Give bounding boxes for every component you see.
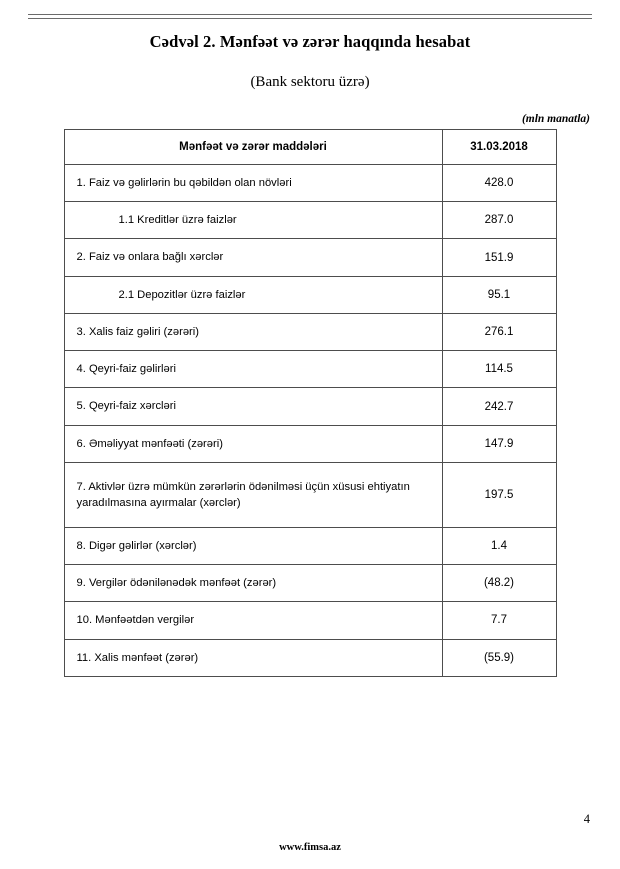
row-label: 2. Faiz və onlara bağlı xərclər: [64, 239, 442, 276]
row-value: 197.5: [442, 462, 556, 527]
row-label: 4. Qeyri-faiz gəlirləri: [64, 351, 442, 388]
table-row: [64, 462, 556, 527]
row-value: 242.7: [442, 388, 556, 425]
row-label: 9. Vergilər ödənilənədək mənfəət (zərər): [64, 565, 442, 602]
table-row: [64, 313, 556, 350]
row-value: 276.1: [442, 313, 556, 350]
table-row: [64, 565, 556, 602]
row-label: 8. Digər gəlirlər (xərclər): [64, 527, 442, 564]
row-value: 428.0: [442, 165, 556, 202]
row-label: 7. Aktivlər üzrə mümkün zərərlərin ödənilməsi üçün xüsusi ehtiyatın yaradılmasına ayırmalar (xərclər): [64, 462, 442, 527]
row-label: 6. Əməliyyat mənfəəti (zərəri): [64, 425, 442, 462]
row-value: 95.1: [442, 276, 556, 313]
row-value: 147.9: [442, 425, 556, 462]
row-label: 1.1 Kreditlər üzrə faizlər: [64, 202, 442, 239]
row-label: 5. Qeyri-faiz xərcləri: [64, 388, 442, 425]
footer-url: www.fimsa.az: [279, 842, 341, 853]
table-row: [64, 276, 556, 313]
row-label: 10. Mənfəətdən vergilər: [64, 602, 442, 639]
table-row: [64, 239, 556, 276]
row-value: 287.0: [442, 202, 556, 239]
row-value: (48.2): [442, 565, 556, 602]
table-header-row: [64, 130, 556, 165]
row-value: 151.9: [442, 239, 556, 276]
profit-loss-table: [64, 129, 557, 677]
table-row: [64, 602, 556, 639]
table-row: [64, 527, 556, 564]
table-body: [64, 165, 556, 677]
table-row: [64, 639, 556, 676]
table-row: [64, 388, 556, 425]
units-note: (mln manatla): [521, 113, 590, 125]
table-row: [64, 351, 556, 388]
page-title: Cədvəl 2. Mənfəət və zərər haqqında hesabat: [149, 32, 471, 51]
row-label: 2.1 Depozitlər üzrə faizlər: [64, 276, 442, 313]
row-label: 1. Faiz və gəlirlərin bu qəbildən olan növləri: [64, 165, 442, 202]
page-subtitle: (Bank sektoru üzrə): [250, 74, 370, 90]
row-value: 114.5: [442, 351, 556, 388]
column-header-value: 31.03.2018: [442, 130, 556, 165]
table-row: [64, 165, 556, 202]
row-label: 3. Xalis faiz gəliri (zərəri): [64, 313, 442, 350]
table-row: [64, 425, 556, 462]
row-label: 11. Xalis mənfəət (zərər): [64, 639, 442, 676]
table-row: [64, 202, 556, 239]
row-value: (55.9): [442, 639, 556, 676]
column-header-label: Mənfəət və zərər maddələri: [64, 130, 442, 165]
row-value: 7.7: [442, 602, 556, 639]
header-divider: [28, 14, 592, 19]
row-value: 1.4: [442, 527, 556, 564]
page-number: 4: [583, 812, 590, 826]
